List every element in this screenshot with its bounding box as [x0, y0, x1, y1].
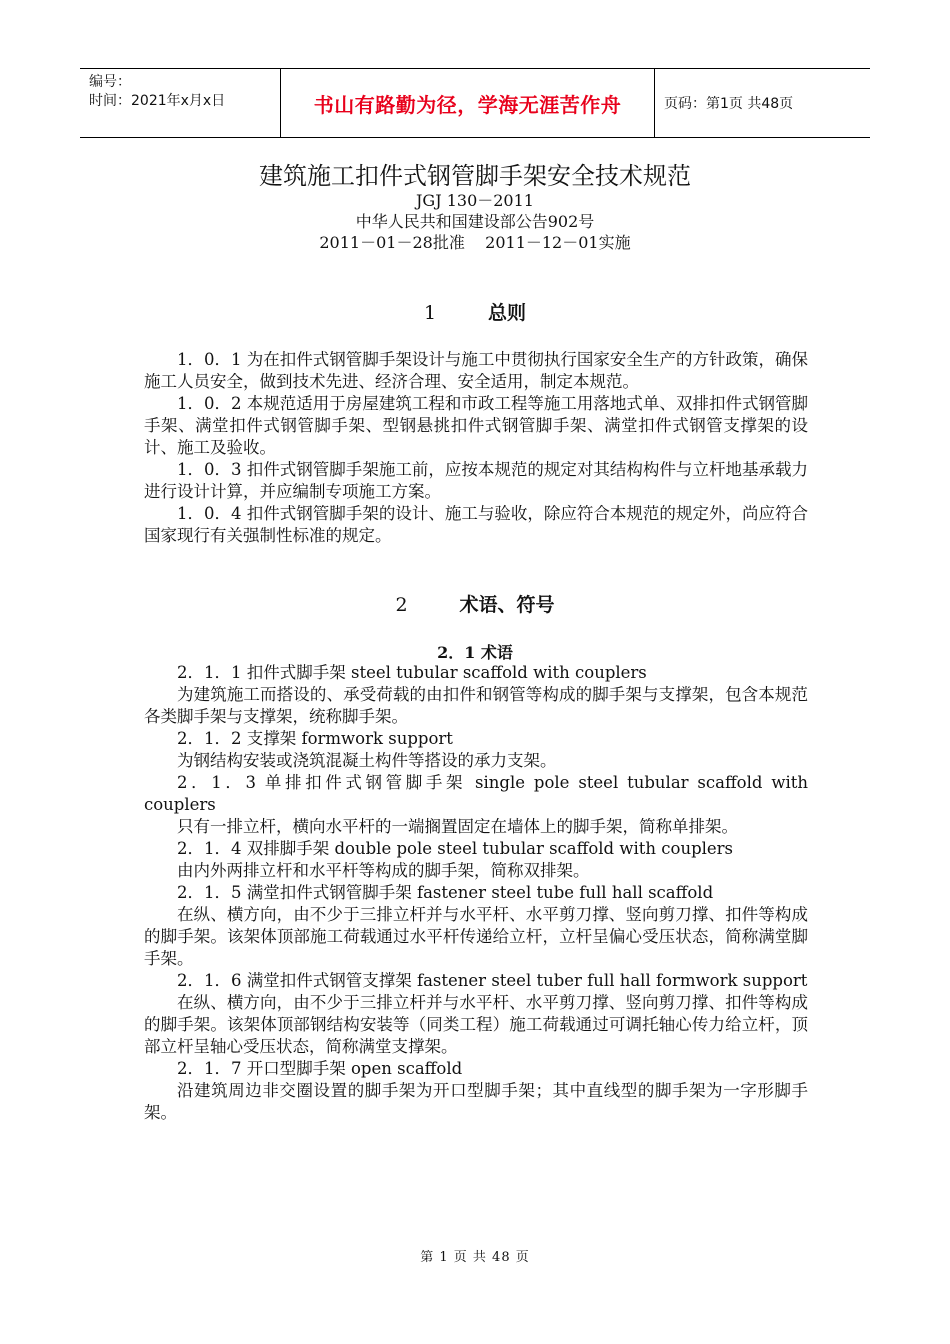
number-label: 编号： [89, 74, 131, 90]
header-page-info: 页码：第1页 共48页 [664, 96, 794, 112]
paragraph: 为钢结构安装或浇筑混凝土构件等搭设的承力支架。 [177, 751, 557, 770]
paragraph: 1．0．1 为在扣件式钢管脚手架设计与施工中贯彻执行国家安全生产的方针政策，确保施工人员安全，做到技术先进、经济合理、安全适用，制定本规范。 [144, 350, 808, 391]
section-1-body [144, 349, 808, 547]
section-title: 总则 [488, 302, 527, 324]
term-heading: 2．1．3 单排扣件式钢管脚手架 single pole steel tubular scaffold with couplers [144, 773, 808, 814]
page-header [80, 68, 870, 138]
section-2-heading [0, 590, 950, 617]
term-heading: 2．1．1 扣件式脚手架 steel tubular scaffold with couplers [177, 663, 647, 682]
subsection-2-1-heading: 2．1 术语 [437, 643, 513, 662]
paragraph: 只有一排立杆，横向水平杆的一端搁置固定在墙体上的脚手架，简称单排架。 [177, 817, 738, 836]
term-heading: 2．1．5 满堂扣件式钢管脚手架 fastener steel tube full hall scaffold [177, 883, 714, 902]
time-label: 时间：2021年x月x日 [89, 93, 226, 109]
term-heading: 2．1．6 满堂扣件式钢管支撑架 fastener steel tuber full hall formwork support [177, 971, 808, 990]
paragraph: 由内外两排立杆和水平杆等构成的脚手架，简称双排架。 [177, 861, 590, 880]
paragraph: 沿建筑周边非交圈设置的脚手架为开口型脚手架；其中直线型的脚手架为一字形脚手架。 [144, 1081, 808, 1122]
term-heading: 2．1．4 双排脚手架 double pole steel tubular scaffold with couplers [177, 839, 734, 858]
section-title: 术语、符号 [459, 594, 555, 616]
section-number: 2 [395, 594, 408, 616]
document-code: JGJ 130－2011 [416, 191, 534, 210]
section-number: 1 [423, 302, 437, 324]
section-2-body [144, 662, 808, 1124]
paragraph: 1．0．3 扣件式钢管脚手架施工前，应按本规范的规定对其结构构件与立杆地基承载力进行设计计算，并应编制专项施工方案。 [144, 460, 808, 501]
header-motto: 书山有路勤为径，学海无涯苦作舟 [281, 69, 655, 137]
paragraph: 1．0．2 本规范适用于房屋建筑工程和市政工程等施工用落地式单、双排扣件式钢管脚手架、满堂扣件式钢管脚手架、型钢悬挑扣件式钢管脚手架、满堂扣件式钢管支撑架的设计、施工及验收。 [144, 394, 808, 457]
announcement: 中华人民共和国建设部公告902号 [355, 212, 595, 231]
paragraph: 在纵、横方向，由不少于三排立杆并与水平杆、水平剪刀撑、竖向剪刀撑、扣件等构成的脚手架。该架体顶部钢结构安装等（同类工程）施工荷载通过可调托轴心传力给立杆，顶部立杆呈轴心受压状态，简称满堂支撑架。 [144, 993, 808, 1056]
approval-dates: 2011－01－28批准 2011－12－01实施 [319, 233, 631, 252]
paragraph: 在纵、横方向，由不少于三排立杆并与水平杆、水平剪刀撑、竖向剪刀撑、扣件等构成的脚手架。该架体顶部施工荷载通过水平杆传递给立杆，立杆呈偏心受压状态，简称满堂脚手架。 [144, 905, 808, 968]
header-meta [80, 69, 281, 137]
paragraph: 1．0．4 扣件式钢管脚手架的设计、施工与验收，除应符合本规范的规定外，尚应符合国家现行有关强制性标准的规定。 [144, 504, 808, 545]
section-1-heading [0, 298, 950, 325]
document-title: 建筑施工扣件式钢管脚手架安全技术规范 [259, 162, 691, 190]
paragraph: 为建筑施工而搭设的、承受荷载的由扣件和钢管等构成的脚手架与支撑架，包含本规范各类脚手架与支撑架，统称脚手架。 [144, 685, 808, 726]
page-footer: 第 1 页 共 48 页 [420, 1250, 530, 1265]
term-heading: 2．1．7 开口型脚手架 open scaffold [177, 1059, 463, 1078]
term-heading: 2．1．2 支撑架 formwork support [177, 729, 453, 748]
